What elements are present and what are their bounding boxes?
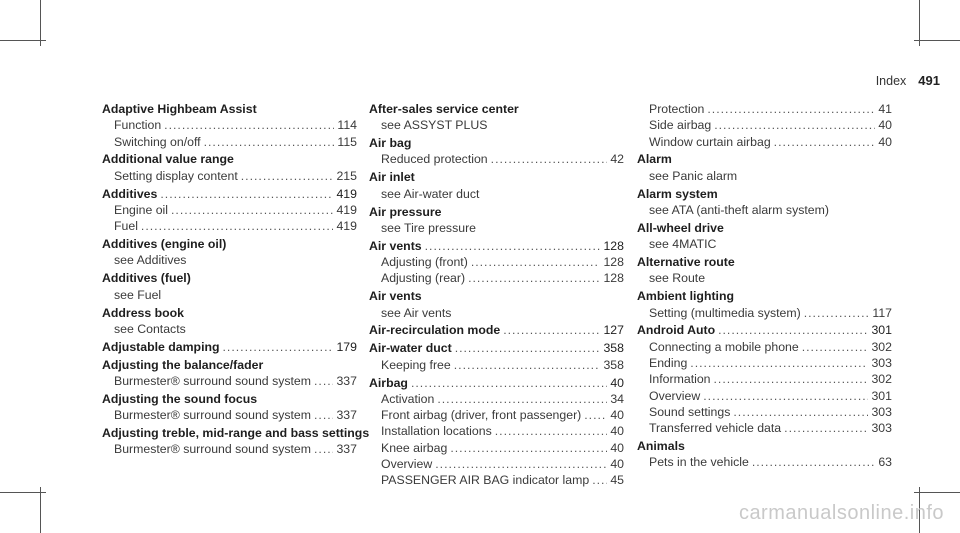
dot-leader [204, 134, 335, 150]
page-header [876, 73, 940, 88]
index-entry [102, 305, 357, 338]
entry-heading-text: Airbag [369, 375, 408, 390]
dot-leader [784, 420, 868, 436]
index-column-3 [637, 101, 892, 471]
subentry-page-number[interactable]: 302 [871, 339, 892, 354]
index-subentry[interactable] [369, 305, 624, 321]
index-entry-heading[interactable] [369, 288, 624, 304]
index-subentry[interactable] [369, 357, 624, 373]
subentry-text: see ATA (anti-theft alarm system) [649, 202, 829, 217]
index-subentry[interactable] [369, 407, 624, 423]
dot-leader [718, 322, 868, 338]
subentry-text: Sound settings [649, 404, 731, 419]
subentry-text: see 4MATIC [649, 237, 717, 252]
index-entry-heading[interactable] [102, 270, 357, 286]
index-subentry[interactable] [102, 321, 357, 337]
index-subentry[interactable] [637, 388, 892, 404]
index-entry [369, 135, 624, 168]
subentry-page-number[interactable]: 34 [610, 391, 624, 406]
subentry-page-number[interactable]: 358 [603, 357, 624, 372]
index-entry [102, 236, 357, 269]
index-subentry[interactable] [637, 117, 892, 133]
entry-heading-text: Adjusting the sound focus [102, 391, 258, 406]
subentry-page-number[interactable]: 117 [872, 305, 892, 320]
subentry-page-number[interactable]: 303 [871, 356, 892, 371]
dot-leader [503, 322, 600, 338]
index-subentry[interactable] [369, 186, 624, 202]
index-entry-heading[interactable] [369, 169, 624, 185]
index-entry [102, 151, 357, 184]
subentry-page-number[interactable]: 303 [871, 404, 892, 419]
dot-leader [752, 454, 876, 470]
subentry-page-number[interactable]: 42 [610, 152, 624, 167]
crop-mark-bottom-left-h [0, 492, 46, 493]
index-subentry[interactable] [637, 420, 892, 436]
dot-leader [411, 375, 607, 391]
index-entry-heading[interactable] [637, 186, 892, 202]
index-entry [369, 288, 624, 321]
index-entry [102, 186, 357, 235]
subentry-page-number[interactable]: 40 [878, 134, 892, 149]
subentry-page-number[interactable]: 115 [337, 134, 357, 149]
crop-mark-top-left-h [0, 40, 46, 41]
subentry-page-number[interactable]: 337 [336, 373, 357, 388]
index-entry [102, 339, 357, 355]
index-subentry[interactable] [102, 441, 357, 457]
subentry-text: Overview [381, 456, 433, 471]
subentry-text: Installation locations [381, 424, 492, 439]
dot-leader [141, 218, 334, 234]
dot-leader [733, 404, 868, 420]
entry-heading-text: Air vents [369, 238, 422, 253]
subentry-text: Setting display content [114, 168, 238, 183]
watermark-logo: carmanualsonline.info [738, 502, 944, 524]
dot-leader [314, 441, 333, 457]
dot-leader [435, 456, 607, 472]
subentry-text: see Fuel [114, 287, 162, 302]
entry-page-number[interactable]: 40 [610, 375, 624, 390]
subentry-text: Information [649, 372, 711, 387]
index-column-2 [369, 101, 624, 489]
dot-leader [450, 440, 607, 456]
index-subentry[interactable] [637, 305, 892, 321]
entry-heading-text: Alarm [637, 152, 672, 167]
index-entry-heading[interactable] [369, 375, 624, 391]
index-subentry[interactable] [637, 270, 892, 286]
index-subentry[interactable] [369, 456, 624, 472]
entry-heading-text: Adaptive Highbeam Assist [102, 102, 257, 116]
index-subentry[interactable] [369, 440, 624, 456]
subentry-page-number[interactable]: 40 [878, 118, 892, 133]
index-entry [102, 357, 357, 390]
subentry-page-number[interactable]: 40 [610, 408, 624, 423]
index-subentry[interactable] [102, 202, 357, 218]
subentry-page-number[interactable]: 337 [336, 442, 357, 457]
index-subentry[interactable] [637, 454, 892, 470]
subentry-text: Knee airbag [381, 440, 448, 455]
index-entry [102, 425, 370, 458]
index-entry-heading[interactable] [637, 322, 892, 338]
dot-leader [437, 391, 607, 407]
index-entry-heading[interactable] [637, 220, 892, 236]
subentry-text: Reduced protection [381, 152, 488, 167]
index-entry-heading[interactable] [102, 305, 357, 321]
subentry-page-number[interactable]: 419 [336, 219, 357, 234]
index-entry [637, 322, 892, 436]
subentry-page-number[interactable]: 301 [871, 388, 892, 403]
entry-heading-text: Additives (fuel) [102, 271, 191, 286]
dot-leader [584, 407, 607, 423]
dot-leader [804, 305, 870, 321]
subentry-text: Keeping free [381, 357, 451, 372]
dot-leader [468, 270, 600, 286]
entry-page-number[interactable]: 301 [871, 323, 892, 338]
index-entry [637, 254, 892, 287]
index-entry-heading[interactable] [369, 135, 624, 151]
entry-heading-text: Ambient lighting [637, 289, 734, 304]
subentry-text: PASSENGER AIR BAG indicator lamp [381, 473, 590, 488]
subentry-text: Overview [649, 388, 701, 403]
subentry-text: Protection [649, 102, 705, 116]
subentry-text: Pets in the vehicle [649, 455, 749, 470]
index-subentry[interactable] [369, 270, 624, 286]
subentry-page-number[interactable]: 63 [878, 455, 892, 470]
index-entry [637, 186, 892, 219]
index-entry [369, 169, 624, 202]
subentry-text: see Tire pressure [381, 220, 477, 235]
subentry-page-number[interactable]: 40 [610, 424, 624, 439]
index-entry-heading[interactable] [637, 151, 892, 167]
page-number: 491 [918, 73, 940, 88]
index-entry [369, 322, 624, 338]
entry-heading-text: All-wheel drive [637, 220, 724, 235]
index-subentry[interactable] [637, 339, 892, 355]
subentry-text: Function [114, 118, 162, 133]
index-subentry[interactable] [102, 117, 357, 133]
dot-leader [703, 388, 868, 404]
subentry-text: Setting (multimedia system) [649, 305, 801, 320]
entry-heading-text: After-sales service center [369, 102, 519, 116]
entry-heading-text: Air bag [369, 136, 412, 151]
index-entry-heading[interactable] [637, 438, 892, 454]
index-subentry[interactable] [102, 168, 357, 184]
dot-leader [802, 339, 869, 355]
index-subentry[interactable] [369, 423, 624, 439]
entry-heading-text: Additives (engine oil) [102, 237, 227, 252]
subentry-text: see Air vents [381, 305, 452, 320]
section-label: Index [875, 74, 907, 88]
index-subentry[interactable] [637, 202, 892, 218]
entry-page-number[interactable]: 127 [603, 323, 624, 338]
index-subentry[interactable] [102, 134, 357, 150]
crop-mark-bottom-right-h [914, 492, 960, 493]
subentry-page-number[interactable]: 302 [871, 372, 892, 387]
subentry-text: Adjusting (front) [381, 255, 468, 270]
index-entry-heading[interactable] [369, 340, 624, 356]
entry-page-number[interactable]: 179 [336, 339, 357, 354]
index-entry [369, 101, 624, 134]
dot-leader [425, 238, 601, 254]
dot-leader [714, 117, 875, 133]
index-entry [637, 288, 892, 321]
index-entry [369, 340, 624, 373]
dot-leader [707, 101, 875, 117]
entry-heading-text: Additional value range [102, 152, 234, 167]
subentry-text: Connecting a mobile phone [649, 339, 799, 354]
index-subentry[interactable] [637, 355, 892, 371]
index-entry [637, 101, 892, 150]
dot-leader [592, 472, 607, 488]
dot-leader [774, 134, 876, 150]
entry-heading-text: Air-recirculation mode [369, 323, 501, 338]
index-entry-heading[interactable] [102, 236, 357, 252]
subentry-text: Burmester® surround sound system [114, 373, 312, 388]
dot-leader [223, 339, 334, 355]
subentry-text: Transferred vehicle data [649, 421, 782, 436]
index-entry [637, 438, 892, 471]
entry-heading-text: Animals [637, 439, 685, 454]
index-entry-heading[interactable] [102, 357, 357, 373]
entry-heading-text: Adjusting the balance/fader [102, 357, 264, 372]
index-entry-heading[interactable] [102, 101, 357, 117]
index-entry-heading[interactable] [102, 339, 357, 355]
index-entry-heading[interactable] [102, 391, 357, 407]
index-entry-heading[interactable] [369, 322, 624, 338]
dot-leader [314, 373, 333, 389]
index-subentry[interactable] [369, 391, 624, 407]
entry-heading-text: Air vents [369, 289, 422, 304]
index-entry-heading[interactable] [102, 151, 357, 167]
index-subentry[interactable] [102, 218, 357, 234]
subentry-text: Burmester® surround sound system [114, 408, 312, 423]
subentry-page-number[interactable]: 303 [871, 421, 892, 436]
subentry-text: Switching on/off [114, 134, 201, 149]
index-subentry[interactable] [369, 117, 624, 133]
index-entry [102, 391, 357, 424]
entry-heading-text: Air pressure [369, 204, 442, 219]
index-entry [102, 101, 357, 150]
dot-leader [241, 168, 334, 184]
subentry-page-number[interactable]: 114 [337, 118, 357, 133]
entry-heading-text: Address book [102, 305, 184, 320]
subentry-page-number[interactable]: 419 [336, 202, 357, 217]
index-entry-heading[interactable] [369, 238, 624, 254]
entry-page-number[interactable]: 358 [603, 341, 624, 356]
index-subentry[interactable] [102, 373, 357, 389]
index-subentry[interactable] [637, 404, 892, 420]
subentry-text: Fuel [114, 219, 138, 234]
subentry-text: Adjusting (rear) [381, 271, 466, 286]
index-entry [637, 220, 892, 253]
entry-heading-text: Alarm system [637, 186, 718, 201]
entry-page-number[interactable]: 419 [336, 186, 357, 201]
subentry-text: see ASSYST PLUS [381, 118, 488, 133]
entry-heading-text: Air-water duct [369, 341, 452, 356]
subentry-text: Front airbag (driver, front passenger) [381, 408, 582, 423]
subentry-page-number[interactable]: 40 [610, 440, 624, 455]
index-entry-heading[interactable] [369, 101, 624, 117]
dot-leader [455, 340, 601, 356]
index-entry [369, 375, 624, 489]
entry-heading-text: Android Auto [637, 323, 716, 338]
index-subentry[interactable] [637, 371, 892, 387]
crop-mark-top-right-h [914, 40, 960, 41]
dot-leader [160, 186, 333, 202]
dot-leader [471, 254, 601, 270]
index-subentry[interactable] [369, 220, 624, 236]
entry-heading-text: Adjusting treble, mid-range and bass settings [102, 425, 370, 440]
subentry-page-number[interactable]: 128 [603, 255, 624, 270]
index-subentry[interactable] [369, 254, 624, 270]
index-entry-heading[interactable] [102, 186, 357, 202]
subentry-text: see Panic alarm [649, 168, 738, 183]
dot-leader [164, 117, 334, 133]
subentry-text: Ending [649, 356, 688, 371]
dot-leader [690, 355, 868, 371]
subentry-page-number[interactable]: 45 [610, 473, 624, 488]
index-subentry[interactable] [102, 407, 357, 423]
subentry-page-number[interactable]: 41 [878, 102, 892, 116]
index-subentry[interactable] [637, 134, 892, 150]
entry-page-number[interactable]: 128 [603, 238, 624, 253]
subentry-text: Activation [381, 391, 435, 406]
index-entry [637, 151, 892, 184]
dot-leader [454, 357, 601, 373]
index-entry [102, 270, 357, 303]
index-entry [369, 238, 624, 287]
entry-heading-text: Adjustable damping [102, 339, 220, 354]
subentry-page-number[interactable]: 40 [610, 456, 624, 471]
index-subentry[interactable] [369, 151, 624, 167]
dot-leader [714, 371, 869, 387]
subentry-text: see Air-water duct [381, 186, 480, 201]
index-subentry[interactable] [102, 252, 357, 268]
dot-leader [171, 202, 333, 218]
subentry-page-number[interactable]: 337 [336, 408, 357, 423]
entry-heading-text: Additives [102, 186, 158, 201]
dot-leader [491, 151, 608, 167]
index-entry-heading[interactable] [637, 288, 892, 304]
index-subentry[interactable] [637, 168, 892, 184]
index-entry-heading[interactable] [102, 425, 370, 441]
subentry-text: Burmester® surround sound system [114, 442, 312, 457]
index-entry-heading[interactable] [637, 254, 892, 270]
subentry-page-number[interactable]: 128 [603, 271, 624, 286]
index-entry-heading[interactable] [369, 204, 624, 220]
subentry-text: see Contacts [114, 321, 186, 336]
subentry-text: Engine oil [114, 202, 169, 217]
subentry-text: Side airbag [649, 118, 712, 133]
dot-leader [314, 407, 333, 423]
index-subentry[interactable] [102, 287, 357, 303]
entry-heading-text: Alternative route [637, 255, 735, 270]
subentry-page-number[interactable]: 215 [336, 168, 357, 183]
index-subentry[interactable] [369, 472, 624, 488]
subentry-text: see Additives [114, 253, 187, 268]
entry-heading-text: Air inlet [369, 170, 415, 185]
subentry-text: Window curtain airbag [649, 134, 771, 149]
dot-leader [495, 423, 608, 439]
index-entry [369, 204, 624, 237]
subentry-text: see Route [649, 271, 706, 286]
index-column-1 [102, 101, 370, 458]
index-subentry[interactable] [637, 236, 892, 252]
index-subentry[interactable] [637, 101, 892, 117]
crop-mark-bottom-left-v [40, 487, 41, 533]
